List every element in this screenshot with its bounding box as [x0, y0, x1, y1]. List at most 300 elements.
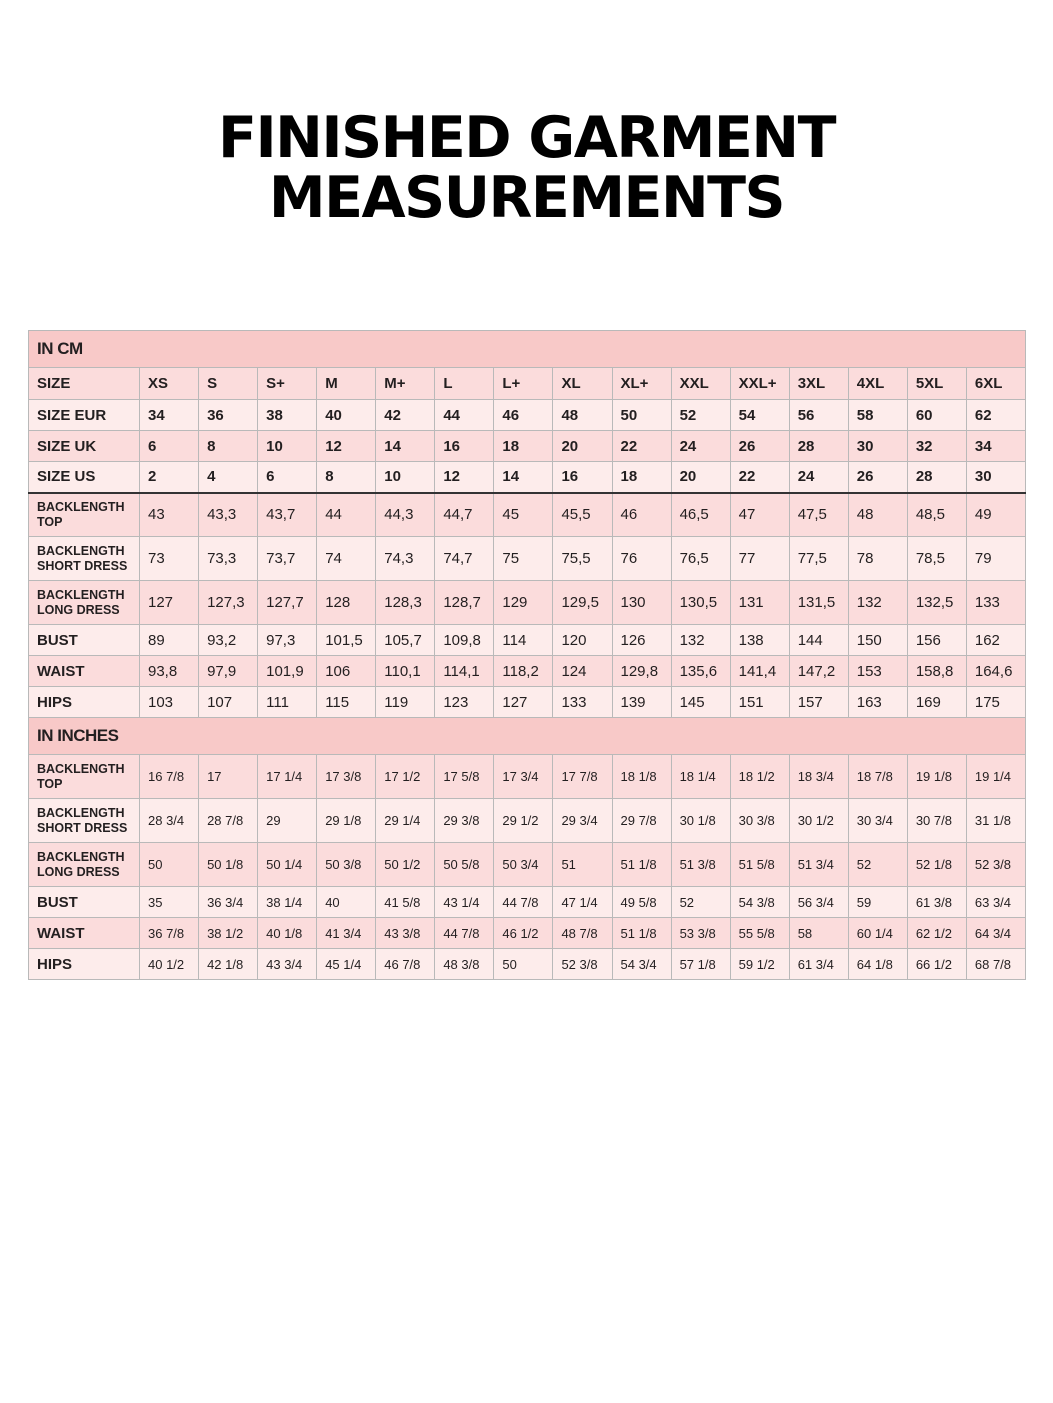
table-cell: 147,2	[789, 656, 848, 687]
row-label-line: WAIST	[37, 662, 85, 680]
table-cell: S	[199, 368, 258, 400]
table-cell: 74,3	[376, 537, 435, 581]
table-cell: 127,7	[258, 581, 317, 625]
table-cell: 30	[848, 431, 907, 462]
table-cell: 38 1/4	[258, 887, 317, 918]
table-cell: 59	[848, 887, 907, 918]
table-cell: 30 3/8	[730, 799, 789, 843]
table-cell: 132,5	[907, 581, 966, 625]
row-label	[29, 799, 140, 843]
table-cell: 120	[553, 625, 612, 656]
row-label-line: HIPS	[37, 693, 73, 711]
table-cell: 50 3/4	[494, 843, 553, 887]
table-cell: 49 5/8	[612, 887, 671, 918]
row-label-line: SHORT DRESS	[37, 558, 128, 573]
table-cell: 128,7	[435, 581, 494, 625]
table-cell: 18	[494, 431, 553, 462]
cm-header-row	[29, 331, 1026, 368]
title-line-1: FINISHED GARMENT	[218, 105, 835, 171]
table-cell: 30 3/4	[848, 799, 907, 843]
table-row	[29, 625, 1026, 656]
table-cell: 63 3/4	[966, 887, 1025, 918]
table-cell: 50 1/4	[258, 843, 317, 887]
table-cell: 18 1/8	[612, 755, 671, 799]
table-cell: 46	[494, 400, 553, 431]
table-cell: 93,8	[140, 656, 199, 687]
table-cell: 150	[848, 625, 907, 656]
row-label	[29, 918, 140, 949]
table-cell: 62 1/2	[907, 918, 966, 949]
table-cell: 50	[494, 949, 553, 980]
table-cell: 36 7/8	[140, 918, 199, 949]
table-cell: 52	[671, 400, 730, 431]
table-row	[29, 799, 1026, 843]
table-cell: XL	[553, 368, 612, 400]
table-cell: 50 3/8	[317, 843, 376, 887]
row-label	[29, 581, 140, 625]
table-cell: 61 3/8	[907, 887, 966, 918]
table-cell: 17 7/8	[553, 755, 612, 799]
table-cell: 51 3/4	[789, 843, 848, 887]
table-cell: 50	[140, 843, 199, 887]
table-cell: 48 7/8	[553, 918, 612, 949]
table-cell: 138	[730, 625, 789, 656]
table-cell: 19 1/8	[907, 755, 966, 799]
table-cell: 44	[317, 493, 376, 537]
table-cell: 129,5	[553, 581, 612, 625]
table-cell: 29	[258, 799, 317, 843]
table-cell: 74,7	[435, 537, 494, 581]
table-cell: 40	[317, 887, 376, 918]
table-cell: 145	[671, 687, 730, 718]
table-row	[29, 887, 1026, 918]
row-label-line: SIZE	[37, 375, 71, 392]
row-label-line: TOP	[37, 514, 63, 529]
table-cell: 29 7/8	[612, 799, 671, 843]
table-cell: 73,3	[199, 537, 258, 581]
table-cell: 14	[494, 462, 553, 493]
table-cell: 127	[494, 687, 553, 718]
table-cell: 12	[317, 431, 376, 462]
table-cell: 41 3/4	[317, 918, 376, 949]
table-cell: 66 1/2	[907, 949, 966, 980]
table-cell: 158,8	[907, 656, 966, 687]
table-cell: 30 7/8	[907, 799, 966, 843]
table-row	[29, 687, 1026, 718]
table-cell: 8	[317, 462, 376, 493]
table-cell: 38 1/2	[199, 918, 258, 949]
table-cell: 36	[199, 400, 258, 431]
table-cell: 52 3/8	[966, 843, 1025, 887]
table-cell: 42	[376, 400, 435, 431]
row-label	[29, 400, 140, 431]
table-cell: 12	[435, 462, 494, 493]
table-cell: 40	[317, 400, 376, 431]
table-cell: 129	[494, 581, 553, 625]
table-cell: 19 1/4	[966, 755, 1025, 799]
title-line-2: MEASUREMENTS	[268, 165, 785, 231]
table-cell: 51 5/8	[730, 843, 789, 887]
table-cell: 75	[494, 537, 553, 581]
table-cell: 17	[199, 755, 258, 799]
table-cell: 43 3/8	[376, 918, 435, 949]
table-cell: 49	[966, 493, 1025, 537]
table-cell: 76,5	[671, 537, 730, 581]
table-cell: 29 3/8	[435, 799, 494, 843]
table-cell: 73	[140, 537, 199, 581]
table-cell: 17 1/2	[376, 755, 435, 799]
table-cell: 43,7	[258, 493, 317, 537]
table-cell: 54 3/8	[730, 887, 789, 918]
table-cell: 56 3/4	[789, 887, 848, 918]
table-cell: 105,7	[376, 625, 435, 656]
table-cell: 10	[376, 462, 435, 493]
table-cell: 68 7/8	[966, 949, 1025, 980]
table-cell: 3XL	[789, 368, 848, 400]
table-cell: 48	[553, 400, 612, 431]
table-cell: 51	[553, 843, 612, 887]
section-header: IN CM	[29, 331, 1026, 368]
row-label-line: BACKLENGTH	[37, 761, 125, 776]
table-cell: 75,5	[553, 537, 612, 581]
table-cell: 133	[553, 687, 612, 718]
table-cell: 151	[730, 687, 789, 718]
row-label	[29, 687, 140, 718]
table-cell: 153	[848, 656, 907, 687]
table-cell: 110,1	[376, 656, 435, 687]
table-cell: 52	[671, 887, 730, 918]
table-cell: L+	[494, 368, 553, 400]
table-cell: 52 3/8	[553, 949, 612, 980]
table-cell: 14	[376, 431, 435, 462]
table-cell: 169	[907, 687, 966, 718]
table-cell: 22	[730, 462, 789, 493]
table-cell: 93,2	[199, 625, 258, 656]
table-cell: 26	[848, 462, 907, 493]
table-cell: 22	[612, 431, 671, 462]
table-cell: 30 1/8	[671, 799, 730, 843]
table-cell: 103	[140, 687, 199, 718]
table-cell: 10	[258, 431, 317, 462]
row-label-line: BACKLENGTH	[37, 543, 125, 558]
table-cell: 128,3	[376, 581, 435, 625]
table-cell: 29 1/4	[376, 799, 435, 843]
table-cell: 97,9	[199, 656, 258, 687]
table-cell: 48 3/8	[435, 949, 494, 980]
row-label	[29, 368, 140, 400]
table-cell: 127,3	[199, 581, 258, 625]
row-label-line: LONG DRESS	[37, 602, 120, 617]
table-cell: 51 1/8	[612, 918, 671, 949]
table-cell: 6	[140, 431, 199, 462]
table-cell: 43 3/4	[258, 949, 317, 980]
table-cell: 48	[848, 493, 907, 537]
table-row	[29, 462, 1026, 493]
table-cell: 43 1/4	[435, 887, 494, 918]
table-cell: 45,5	[553, 493, 612, 537]
row-label-line: BACKLENGTH	[37, 499, 125, 514]
table-cell: 51 1/8	[612, 843, 671, 887]
table-row	[29, 949, 1026, 980]
row-label	[29, 493, 140, 537]
table-cell: 2	[140, 462, 199, 493]
table-row	[29, 431, 1026, 462]
table-cell: 18 3/4	[789, 755, 848, 799]
table-cell: 17 3/4	[494, 755, 553, 799]
table-cell: 101,5	[317, 625, 376, 656]
table-cell: 50 5/8	[435, 843, 494, 887]
table-cell: 46,5	[671, 493, 730, 537]
table-cell: 106	[317, 656, 376, 687]
table-cell: 6	[258, 462, 317, 493]
table-cell: XL+	[612, 368, 671, 400]
table-cell: 18 1/4	[671, 755, 730, 799]
table-cell: 175	[966, 687, 1025, 718]
table-cell: 4XL	[848, 368, 907, 400]
table-cell: 133	[966, 581, 1025, 625]
table-row	[29, 368, 1026, 400]
row-label	[29, 887, 140, 918]
table-row	[29, 918, 1026, 949]
table-cell: 58	[848, 400, 907, 431]
table-row	[29, 581, 1026, 625]
table-cell: 52 1/8	[907, 843, 966, 887]
table-cell: 5XL	[907, 368, 966, 400]
table-cell: 47,5	[789, 493, 848, 537]
table-row	[29, 400, 1026, 431]
table-cell: 97,3	[258, 625, 317, 656]
row-label-line: BUST	[37, 893, 78, 911]
row-label-line: SIZE EUR	[37, 406, 107, 424]
row-label-line: HIPS	[37, 955, 73, 973]
table-row	[29, 493, 1026, 537]
table-cell: 164,6	[966, 656, 1025, 687]
table-cell: XS	[140, 368, 199, 400]
table-cell: 123	[435, 687, 494, 718]
table-cell: 18	[612, 462, 671, 493]
table-cell: 156	[907, 625, 966, 656]
table-cell: 42 1/8	[199, 949, 258, 980]
table-cell: 45 1/4	[317, 949, 376, 980]
table-cell: 115	[317, 687, 376, 718]
row-label	[29, 537, 140, 581]
table-cell: 162	[966, 625, 1025, 656]
table-cell: 78,5	[907, 537, 966, 581]
table-cell: 24	[671, 431, 730, 462]
table-cell: 64 1/8	[848, 949, 907, 980]
measurement-table	[28, 330, 1026, 980]
row-label-line: SIZE UK	[37, 437, 97, 455]
table-cell: 130,5	[671, 581, 730, 625]
table-cell: 28	[907, 462, 966, 493]
table-cell: 132	[848, 581, 907, 625]
table-cell: 8	[199, 431, 258, 462]
row-label-line: WAIST	[37, 924, 85, 942]
table-cell: 131,5	[789, 581, 848, 625]
row-label	[29, 431, 140, 462]
table-cell: 129,8	[612, 656, 671, 687]
table-cell: 40 1/8	[258, 918, 317, 949]
table-row	[29, 537, 1026, 581]
table-cell: 17 5/8	[435, 755, 494, 799]
table-cell: 62	[966, 400, 1025, 431]
section-header: IN INCHES	[29, 718, 1026, 755]
table-cell: 73,7	[258, 537, 317, 581]
table-cell: 78	[848, 537, 907, 581]
table-cell: 74	[317, 537, 376, 581]
table-cell: 44 7/8	[494, 887, 553, 918]
table-cell: 29 3/4	[553, 799, 612, 843]
table-cell: 54 3/4	[612, 949, 671, 980]
table-cell: 107	[199, 687, 258, 718]
table-cell: 59 1/2	[730, 949, 789, 980]
table-cell: 20	[553, 431, 612, 462]
table-cell: 46	[612, 493, 671, 537]
table-cell: 144	[789, 625, 848, 656]
table-cell: 130	[612, 581, 671, 625]
table-cell: 60 1/4	[848, 918, 907, 949]
row-label	[29, 755, 140, 799]
table-cell: 60	[907, 400, 966, 431]
table-cell: 28	[789, 431, 848, 462]
table-cell: 89	[140, 625, 199, 656]
row-label-line: BACKLENGTH	[37, 805, 125, 820]
table-cell: 43,3	[199, 493, 258, 537]
table-cell: 16	[435, 431, 494, 462]
table-cell: 139	[612, 687, 671, 718]
table-cell: 128	[317, 581, 376, 625]
table-cell: M+	[376, 368, 435, 400]
table-cell: 126	[612, 625, 671, 656]
table-cell: 6XL	[966, 368, 1025, 400]
table-cell: 4	[199, 462, 258, 493]
table-row	[29, 755, 1026, 799]
table-cell: L	[435, 368, 494, 400]
table-cell: 29 1/8	[317, 799, 376, 843]
table-cell: 109,8	[435, 625, 494, 656]
table-cell: 16	[553, 462, 612, 493]
table-cell: 44,3	[376, 493, 435, 537]
inches-header-row	[29, 718, 1026, 755]
table-cell: 18 1/2	[730, 755, 789, 799]
table-cell: 17 1/4	[258, 755, 317, 799]
table-cell: 111	[258, 687, 317, 718]
table-cell: 131	[730, 581, 789, 625]
row-label	[29, 949, 140, 980]
table-cell: 28 3/4	[140, 799, 199, 843]
table-cell: 61 3/4	[789, 949, 848, 980]
table-cell: 44,7	[435, 493, 494, 537]
table-cell: 34	[140, 400, 199, 431]
table-cell: 50 1/8	[199, 843, 258, 887]
row-label-line: SIZE US	[37, 468, 96, 486]
table-cell: 50	[612, 400, 671, 431]
table-cell: XXL	[671, 368, 730, 400]
row-label	[29, 462, 140, 493]
table-cell: 51 3/8	[671, 843, 730, 887]
table-cell: 77,5	[789, 537, 848, 581]
table-cell: XXL+	[730, 368, 789, 400]
table-cell: 56	[789, 400, 848, 431]
table-cell: 157	[789, 687, 848, 718]
table-cell: 101,9	[258, 656, 317, 687]
table-cell: 30	[966, 462, 1025, 493]
table-cell: 20	[671, 462, 730, 493]
table-cell: 41 5/8	[376, 887, 435, 918]
table-cell: 34	[966, 431, 1025, 462]
table-cell: 31 1/8	[966, 799, 1025, 843]
table-cell: 76	[612, 537, 671, 581]
table-cell: 119	[376, 687, 435, 718]
table-cell: 17 3/8	[317, 755, 376, 799]
table-cell: 135,6	[671, 656, 730, 687]
table-cell: 32	[907, 431, 966, 462]
table-cell: 54	[730, 400, 789, 431]
row-label	[29, 656, 140, 687]
row-label	[29, 843, 140, 887]
table-cell: 58	[789, 918, 848, 949]
table-cell: 47	[730, 493, 789, 537]
row-label-line: TOP	[37, 776, 63, 791]
table-cell: 132	[671, 625, 730, 656]
table-cell: 141,4	[730, 656, 789, 687]
row-label-line: LONG DRESS	[37, 864, 120, 879]
table-cell: 163	[848, 687, 907, 718]
table-cell: S+	[258, 368, 317, 400]
table-cell: 29 1/2	[494, 799, 553, 843]
table-cell: 30 1/2	[789, 799, 848, 843]
row-label-line: SHORT DRESS	[37, 820, 128, 835]
table-cell: 118,2	[494, 656, 553, 687]
table-cell: 64 3/4	[966, 918, 1025, 949]
row-label-line: BACKLENGTH	[37, 587, 125, 602]
row-label-line: BUST	[37, 631, 78, 649]
table-cell: 36 3/4	[199, 887, 258, 918]
table-cell: 114,1	[435, 656, 494, 687]
table-cell: 43	[140, 493, 199, 537]
table-row	[29, 843, 1026, 887]
table-cell: 16 7/8	[140, 755, 199, 799]
table-cell: 50 1/2	[376, 843, 435, 887]
table-cell: 127	[140, 581, 199, 625]
table-cell: 79	[966, 537, 1025, 581]
table-cell: 26	[730, 431, 789, 462]
table-cell: 18 7/8	[848, 755, 907, 799]
table-row	[29, 656, 1026, 687]
page-title	[0, 105, 1053, 231]
table-cell: 77	[730, 537, 789, 581]
table-cell: 46 1/2	[494, 918, 553, 949]
table-cell: 40 1/2	[140, 949, 199, 980]
table-cell: 44	[435, 400, 494, 431]
table-cell: 45	[494, 493, 553, 537]
table-cell: 48,5	[907, 493, 966, 537]
table-cell: 35	[140, 887, 199, 918]
table-cell: 46 7/8	[376, 949, 435, 980]
table-cell: 47 1/4	[553, 887, 612, 918]
table-cell: M	[317, 368, 376, 400]
row-label-line: BACKLENGTH	[37, 849, 125, 864]
table-cell: 28 7/8	[199, 799, 258, 843]
table-cell: 124	[553, 656, 612, 687]
table-cell: 52	[848, 843, 907, 887]
table-cell: 114	[494, 625, 553, 656]
table-cell: 38	[258, 400, 317, 431]
table-cell: 55 5/8	[730, 918, 789, 949]
table-cell: 53 3/8	[671, 918, 730, 949]
row-label	[29, 625, 140, 656]
table-cell: 57 1/8	[671, 949, 730, 980]
